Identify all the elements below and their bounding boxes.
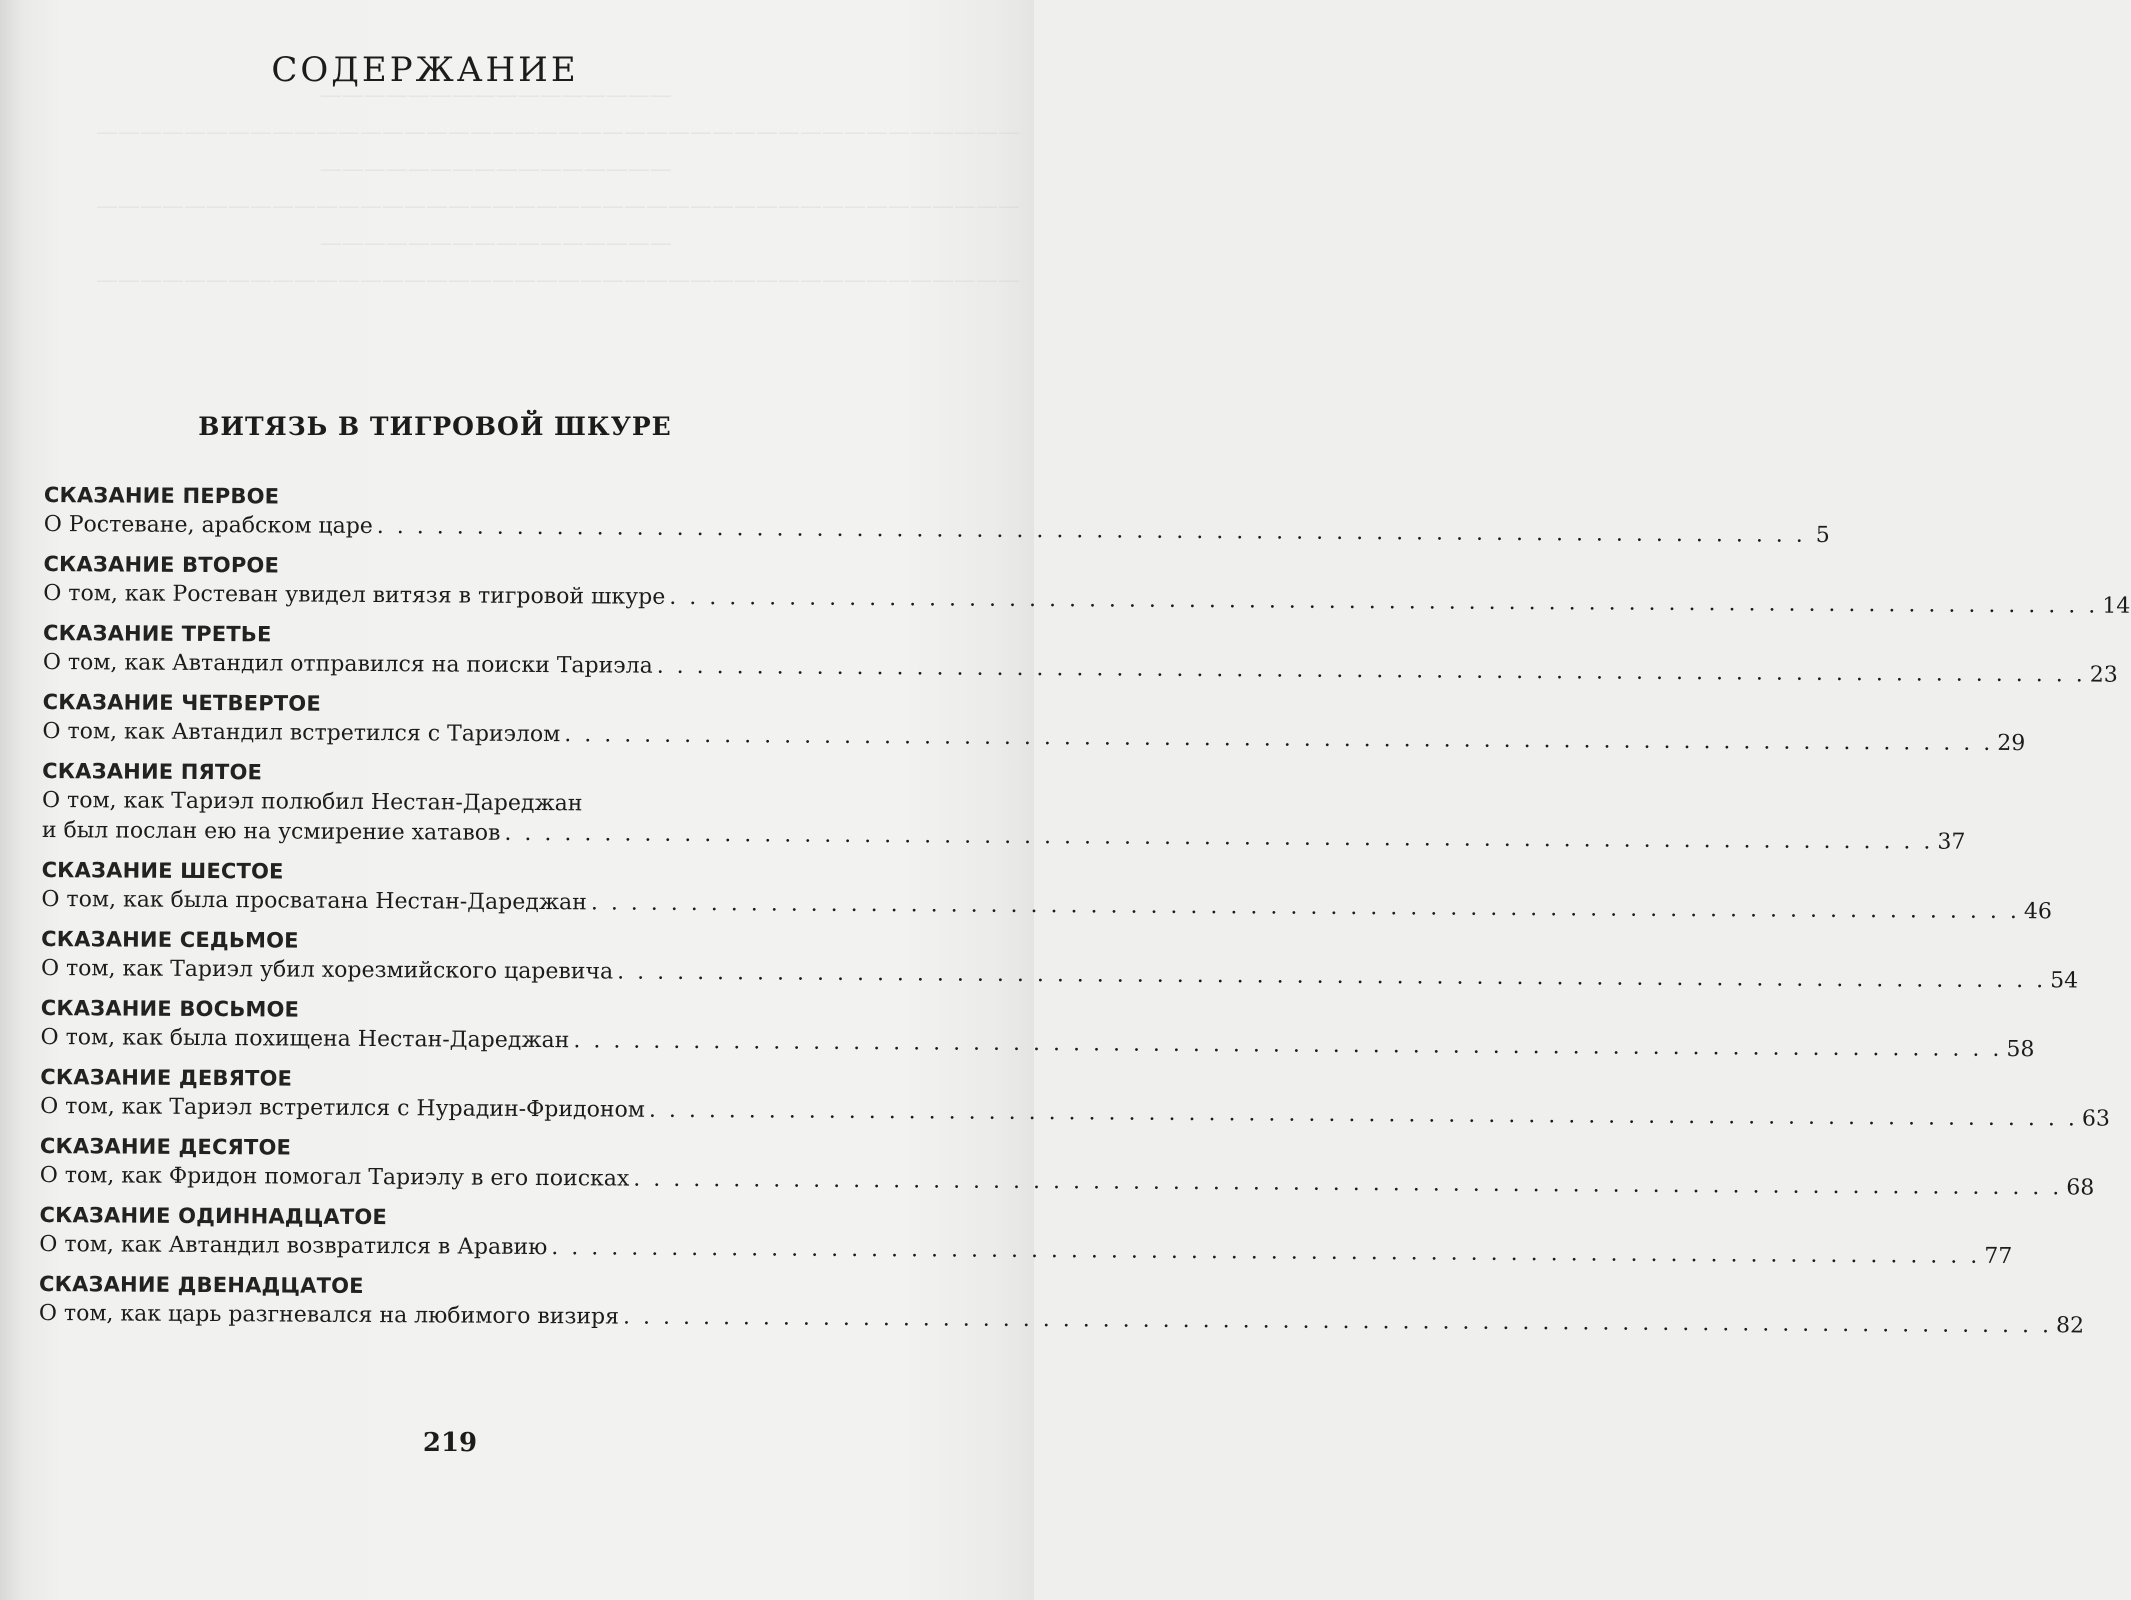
toc-entry[interactable] (41, 855, 2052, 925)
toc-entry-heading: СКАЗАНИЕ ВОСЬМОЕ (40, 995, 300, 1022)
toc-entry-page-number: 46 (2023, 899, 2052, 925)
toc-entry[interactable] (39, 1200, 2013, 1270)
toc-entry[interactable] (39, 1131, 2095, 1201)
toc-entry-page-number: 77 (1984, 1243, 2013, 1270)
toc-entry-heading: СКАЗАНИЕ ПЯТОЕ (42, 758, 263, 785)
dot-leader: . . . . . . . . . . . . . . . . . . . . . . . . . . . . . . . . . . . . . . . . . . . . . . . . . . . . . . . . . . . . . . . . . . . . . . . . (564, 722, 1994, 756)
toc-entry-line (40, 1023, 2035, 1063)
bleed-through-text: ———————————————— —————————————————————————————————————————— ———————————————— —————————————————————————————————————————— ———————————————— —————————————————————————————————————————— (95, 83, 1020, 293)
toc-entry-heading: СКАЗАНИЕ ДЕСЯТОЕ (39, 1133, 292, 1160)
toc-entry[interactable] (43, 549, 2131, 619)
toc-entry-page-number: 68 (2066, 1175, 2095, 1201)
toc-entry[interactable] (41, 756, 1966, 855)
toc-entry[interactable] (42, 618, 2118, 688)
toc-entry-heading: СКАЗАНИЕ ОДИННАДЦАТОЕ (39, 1202, 388, 1230)
toc-entry[interactable] (42, 687, 2026, 757)
toc-entry-page-number: 29 (1997, 730, 2026, 757)
toc-entry-line (38, 1299, 2085, 1339)
toc-entry-line (42, 648, 2118, 688)
toc-entry-description: О том, как царь разгневался на любимого визиря (38, 1300, 620, 1330)
toc-entry-page-number: 5 (1815, 522, 1830, 548)
dot-leader: . . . . . . . . . . . . . . . . . . . . . . . . . . . . . . . . . . . . . . . . . . . . . . . . . . . . . . . . . . . . . . . . . . . . . . . . (376, 514, 1806, 548)
toc-entry-description: О том, как Тариэл убил хорезмийского царевича (40, 955, 614, 985)
toc-entry-heading: СКАЗАНИЕ ДВЕНАДЦАТОЕ (39, 1271, 364, 1298)
toc-entry-page-number: 54 (2050, 968, 2079, 994)
toc-entry-description: О том, как Автандил возвратился в Аравию (39, 1231, 548, 1261)
toc-entry-line (43, 510, 1830, 548)
toc-entry-description: О том, как Фридон помогал Тариэлу в его поисках (39, 1162, 630, 1192)
toc-entry-heading: СКАЗАНИЕ ШЕСТОЕ (41, 857, 284, 884)
toc-entry-heading: СКАЗАНИЕ ТРЕТЬЕ (42, 620, 272, 647)
toc-entry-description: О том, как была похищена Нестан-Дареджан (40, 1024, 570, 1054)
toc-entry-line (40, 954, 2079, 994)
page-title: СОДЕРЖАНИЕ (271, 50, 579, 90)
toc-entry-description: О том, как Автандил отправился на поиски Тариэла (42, 649, 653, 679)
toc-entry-page-number: 23 (2089, 662, 2118, 688)
toc-entry-line (41, 885, 2052, 925)
dot-leader: . . . . . . . . . . . . . . . . . . . . . . . . . . . . . . . . . . . . . . . . . . . . . . . . . . . . . . . . . . . . . . . . . . . . . . . . (656, 653, 2086, 688)
toc-entry[interactable] (43, 480, 1830, 548)
dot-leader: . . . . . . . . . . . . . . . . . . . . . . . . . . . . . . . . . . . . . . . . . . . . . . . . . . . . . . . . . . . . . . . . . . . . . . . . (622, 1304, 2053, 1339)
toc-entry-description: О том, как Тариэл встретился с Нурадин-Фридоном (40, 1093, 645, 1123)
toc-entry-line (42, 717, 2026, 757)
toc-entry-page-number: 63 (2081, 1106, 2110, 1132)
dot-leader: . . . . . . . . . . . . . . . . . . . . . . . . . . . . . . . . . . . . . . . . . . . . . . . . . . . . . . . . . . . . . . . . . . . . . . . . (617, 959, 2047, 994)
dot-leader: . . . . . . . . . . . . . . . . . . . . . . . . . . . . . . . . . . . . . . . . . . . . . . . . . . . . . . . . . . . . . . . . . . . . . . . . (504, 820, 1934, 855)
toc-entry-heading: СКАЗАНИЕ ПЕРВОЕ (43, 482, 280, 509)
toc-entry-description: О том, как Ростеван увидел витязя в тигровой шкуре (43, 580, 666, 610)
toc-entry[interactable] (40, 924, 2079, 994)
toc-entry-line (43, 579, 2131, 619)
dot-leader: . . . . . . . . . . . . . . . . . . . . . . . . . . . . . . . . . . . . . . . . . . . . . . . . . . . . . . . . . . . . . . . . . . . . . . . . (573, 1028, 2003, 1062)
toc-entry-description: и был послан ею на усмирение хатавов (41, 817, 501, 846)
table-of-contents (38, 480, 2131, 1343)
toc-entry-description: О том, как Автандил встретился с Тариэлом (42, 718, 561, 748)
toc-entry-line (41, 816, 1966, 855)
toc-entry[interactable] (38, 1269, 2085, 1339)
toc-entry-description: О Ростеване, арабском царе (43, 511, 373, 540)
dot-leader: . . . . . . . . . . . . . . . . . . . . . . . . . . . . . . . . . . . . . . . . . . . . . . . . . . . . . . . . . . . . . . . . . . . . . . . . (590, 890, 2020, 925)
toc-entry[interactable] (40, 1062, 2110, 1132)
toc-entry-line (39, 1161, 2095, 1201)
toc-entry-heading: СКАЗАНИЕ ВТОРОЕ (43, 551, 280, 578)
book-title: ВИТЯЗЬ В ТИГРОВОЙ ШКУРЕ (198, 412, 672, 441)
toc-entry-line (40, 1092, 2110, 1132)
dot-leader: . . . . . . . . . . . . . . . . . . . . . . . . . . . . . . . . . . . . . . . . . . . . . . . . . . . . . . . . . . . . . . . . . . . . . . . . (551, 1235, 1981, 1269)
toc-entry-description: О том, как Тариэл полюбил Нестан-Дареджан (41, 787, 583, 817)
dot-leader: . . . . . . . . . . . . . . . . . . . . . . . . . . . . . . . . . . . . . . . . . . . . . . . . . . . . . . . . . . . . . . . . . . . . . . . . (648, 1097, 2078, 1132)
toc-entry-page-number: 14 (2102, 593, 2131, 619)
toc-entry[interactable] (40, 993, 2035, 1063)
dot-leader: . . . . . . . . . . . . . . . . . . . . . . . . . . . . . . . . . . . . . . . . . . . . . . . . . . . . . . . . . . . . . . . . . . . . . . . . (669, 584, 2099, 619)
toc-entry-heading: СКАЗАНИЕ СЕДЬМОЕ (41, 926, 299, 953)
toc-entry-description: О том, как была просватана Нестан-Дареджан (41, 886, 587, 916)
toc-entry-page-number: 82 (2055, 1313, 2085, 1339)
page-number: 219 (422, 1428, 478, 1458)
dot-leader: . . . . . . . . . . . . . . . . . . . . . . . . . . . . . . . . . . . . . . . . . . . . . . . . . . . . . . . . . . . . . . . . . . . . . . . . (633, 1166, 2063, 1201)
toc-entry-heading: СКАЗАНИЕ ЧЕТВЕРТОЕ (42, 689, 322, 716)
toc-entry-page-number: 58 (2006, 1036, 2035, 1063)
toc-entry-heading: СКАЗАНИЕ ДЕВЯТОЕ (40, 1064, 293, 1091)
toc-entry-line (39, 1230, 2013, 1270)
toc-entry-page-number: 37 (1937, 829, 1966, 855)
